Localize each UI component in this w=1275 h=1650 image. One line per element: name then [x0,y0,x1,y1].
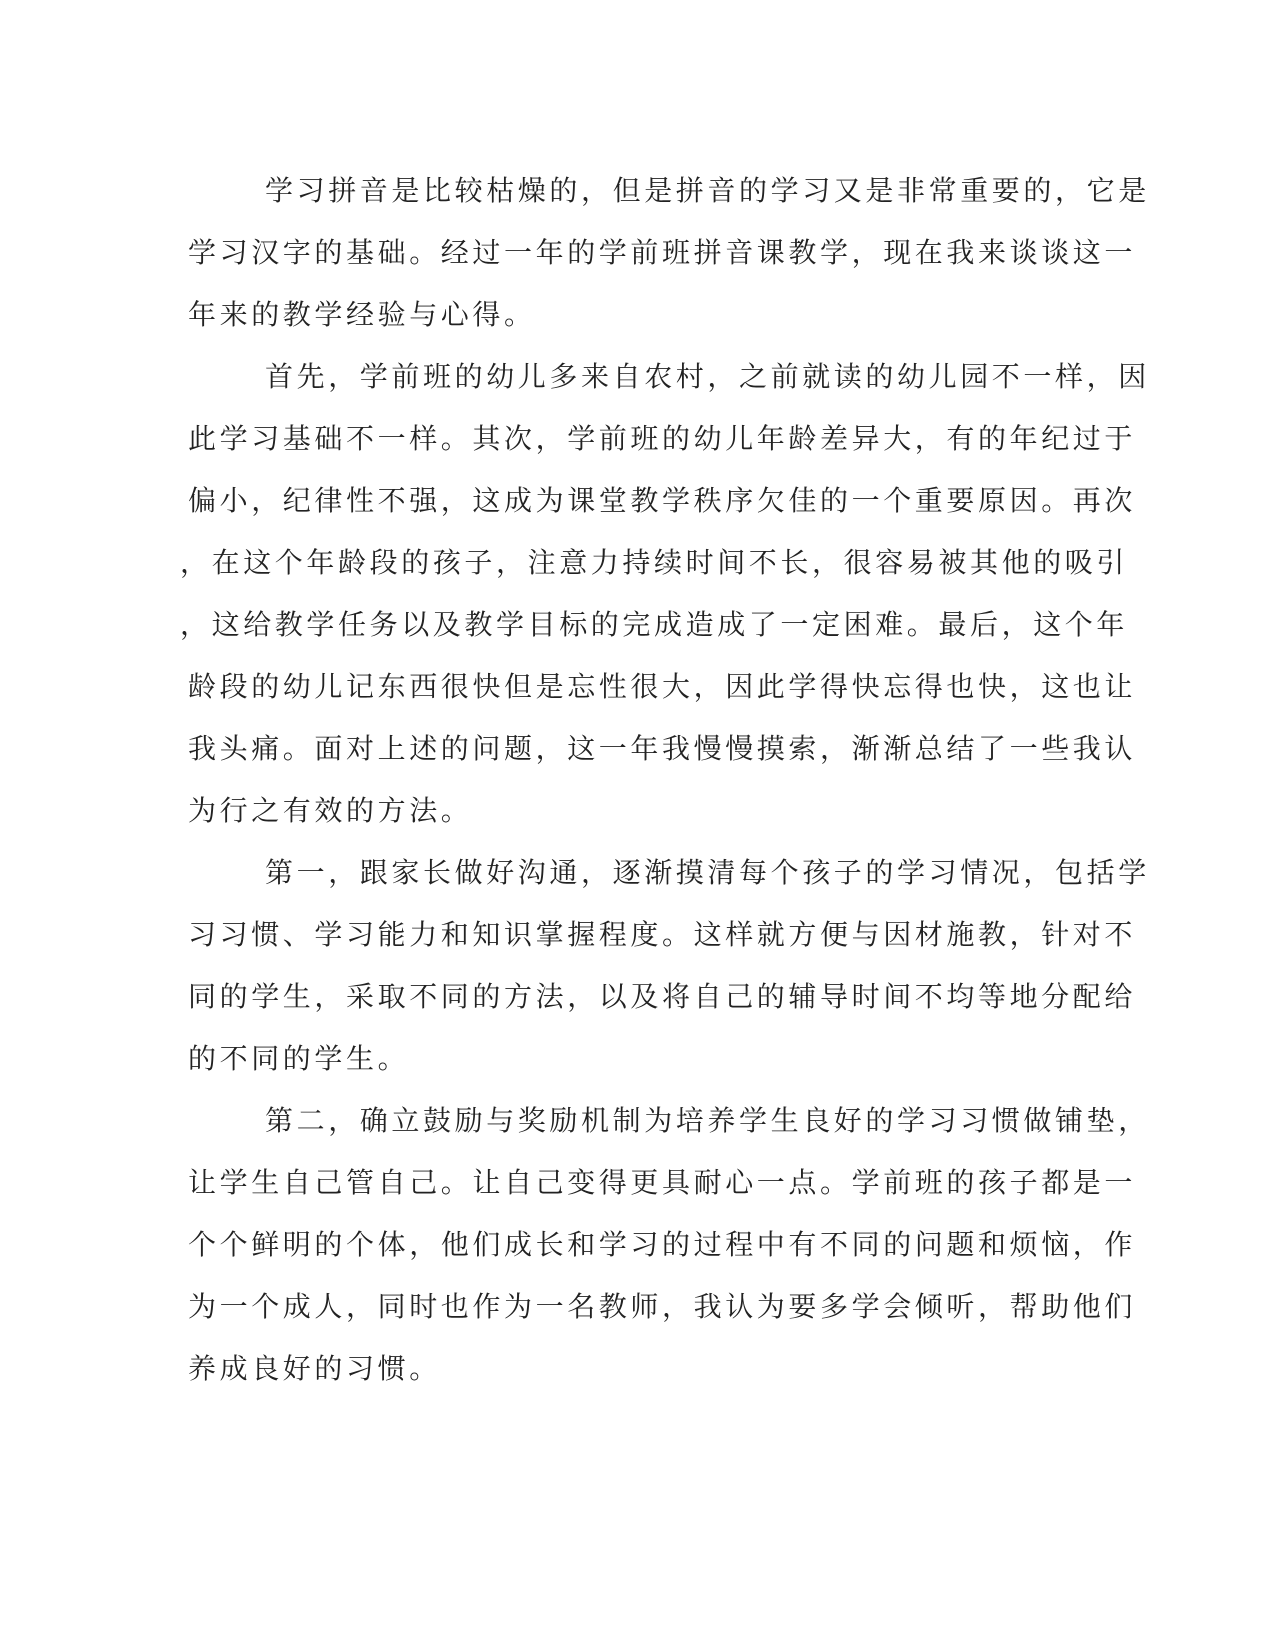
paragraph-line: 我头痛。面对上述的问题，这一年我慢慢摸索，渐渐总结了一些我认 [188,732,1137,765]
paragraph-line: 让学生自己管自己。让自己变得更具耐心一点。学前班的孩子都是一 [188,1166,1137,1199]
paragraph-line: 此学习基础不一样。其次，学前班的幼儿年龄差异大，有的年纪过于 [188,422,1137,455]
paragraph-line: 养成良好的习惯。 [188,1352,441,1385]
paragraph-line: ，在这个年龄段的孩子，注意力持续时间不长，很容易被其他的吸引 [180,546,1129,579]
paragraph-line: 年来的教学经验与心得。 [188,298,536,331]
paragraph-line: 为行之有效的方法。 [188,794,473,827]
paragraph-line: 龄段的幼儿记东西很快但是忘性很大，因此学得快忘得也快，这也让 [188,670,1137,703]
paragraph-line: 学习拼音是比较枯燥的，但是拼音的学习又是非常重要的，它是 [265,174,1150,207]
paragraph-line: 为一个成人，同时也作为一名教师，我认为要多学会倾听，帮助他们 [188,1290,1137,1323]
paragraph-line: 同的学生，采取不同的方法，以及将自己的辅导时间不均等地分配给 [188,980,1137,1013]
paragraph-line: 第一，跟家长做好沟通，逐渐摸清每个孩子的学习情况，包括学 [265,856,1150,889]
paragraph-line: 偏小，纪律性不强，这成为课堂教学秩序欠佳的一个重要原因。再次 [188,484,1137,517]
paragraph-line: 第二，确立鼓励与奖励机制为培养学生良好的学习习惯做铺垫， [265,1104,1150,1137]
paragraph-2 [180,346,1150,842]
paragraph-4 [188,1090,1150,1400]
paragraph-3 [188,842,1150,1090]
paragraph-line: 习习惯、学习能力和知识掌握程度。这样就方便与因材施教，针对不 [188,918,1137,951]
document-body [180,160,1150,1400]
paragraph-line: ，这给教学任务以及教学目标的完成造成了一定困难。最后，这个年 [180,608,1129,641]
paragraph-line: 个个鲜明的个体，他们成长和学习的过程中有不同的问题和烦恼，作 [188,1228,1137,1261]
paragraph-line: 首先，学前班的幼儿多来自农村，之前就读的幼儿园不一样，因 [265,360,1150,393]
paragraph-line: 的不同的学生。 [188,1042,410,1075]
paragraph-line: 学习汉字的基础。经过一年的学前班拼音课教学，现在我来谈谈这一 [188,236,1137,269]
paragraph-1 [188,160,1150,346]
